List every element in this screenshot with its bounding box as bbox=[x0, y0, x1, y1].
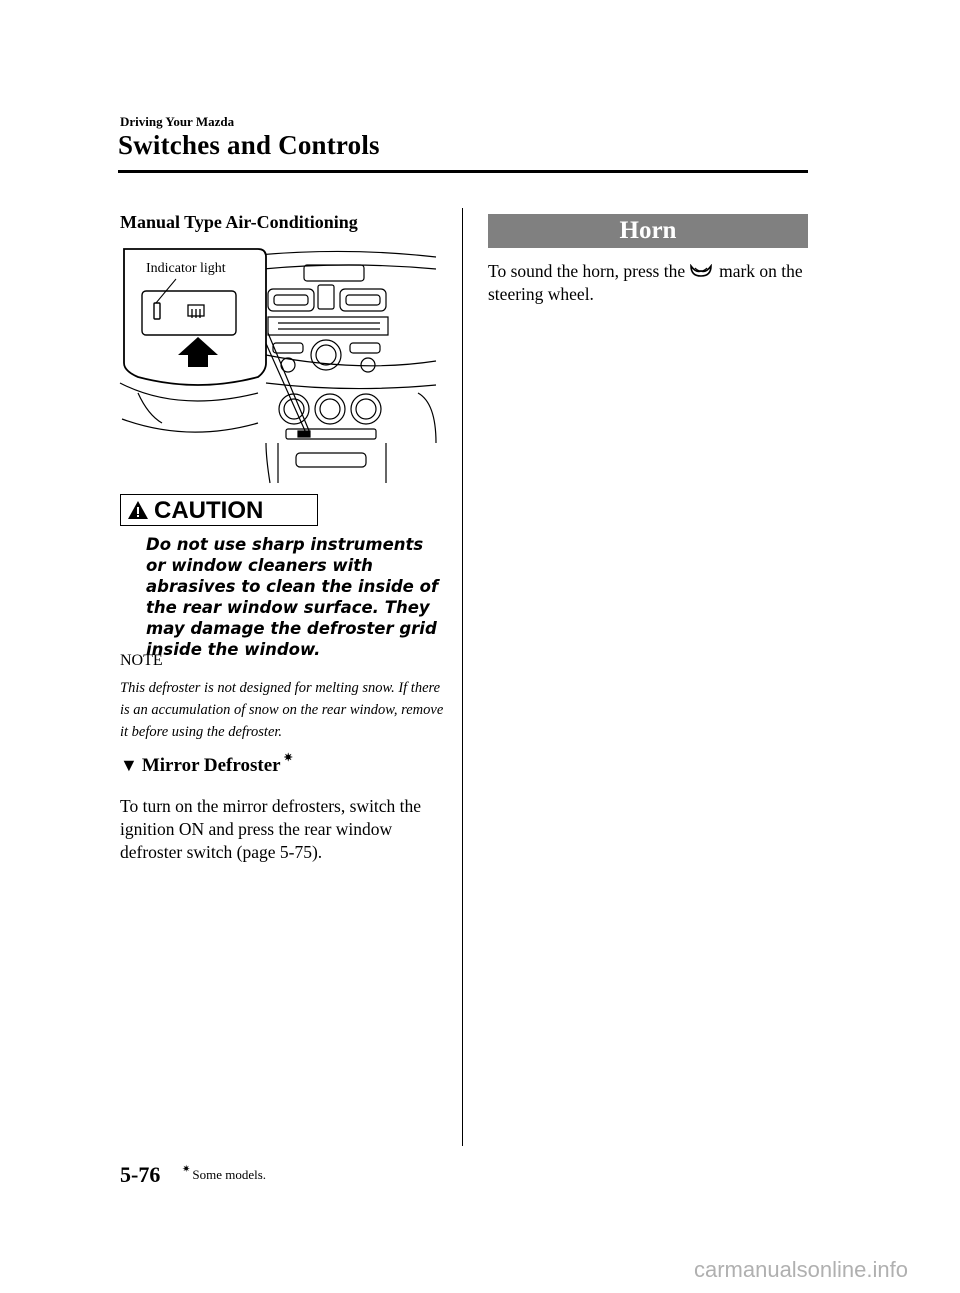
footnote bbox=[182, 1164, 267, 1183]
mirror-defroster-text: To turn on the mirror defrosters, switch the ignition ON and press the rear window defroster switch (page 5-75). bbox=[120, 796, 422, 862]
mirror-defroster-title: Mirror Defroster bbox=[141, 755, 281, 776]
horn-text bbox=[488, 260, 808, 306]
horn-text-before: To sound the horn, press the bbox=[488, 261, 686, 281]
horn-text-after: mark on the steering wheel. bbox=[488, 261, 803, 304]
mirror-defroster-heading bbox=[120, 752, 293, 777]
section-label: Driving Your Mazda bbox=[120, 114, 235, 129]
watermark: carmanualsonline.info bbox=[693, 1257, 908, 1282]
horn-section-banner: Horn bbox=[488, 214, 808, 248]
page-title: Switches and Controls bbox=[118, 130, 380, 160]
indicator-light-callout: Indicator light bbox=[146, 261, 226, 276]
footnote-star-icon: ✷ bbox=[182, 1164, 191, 1175]
dashboard-illustration bbox=[118, 243, 438, 485]
caution-text: Do not use sharp instruments or window cleaners with abrasives to clean the inside of the rear window surface. They may damage the defroster grid inside the window. bbox=[146, 535, 439, 659]
page-number: 5-76 bbox=[120, 1162, 161, 1187]
horn-icon bbox=[689, 264, 713, 278]
column-divider bbox=[462, 208, 463, 1146]
title-rule bbox=[118, 170, 808, 173]
warning-icon bbox=[127, 500, 149, 520]
section-marker-icon: ▼ bbox=[120, 755, 138, 775]
caution-label: CAUTION bbox=[154, 497, 264, 524]
note-heading: NOTE bbox=[120, 652, 163, 669]
note-text: This defroster is not designed for melting snow. If there is an accumulation of snow on the rear window, remove it before using the defroster. bbox=[120, 680, 444, 740]
some-models-star-icon: ✷ bbox=[283, 752, 293, 764]
figure-heading: Manual Type Air-Conditioning bbox=[120, 212, 358, 232]
footnote-text: Some models. bbox=[192, 1167, 267, 1182]
